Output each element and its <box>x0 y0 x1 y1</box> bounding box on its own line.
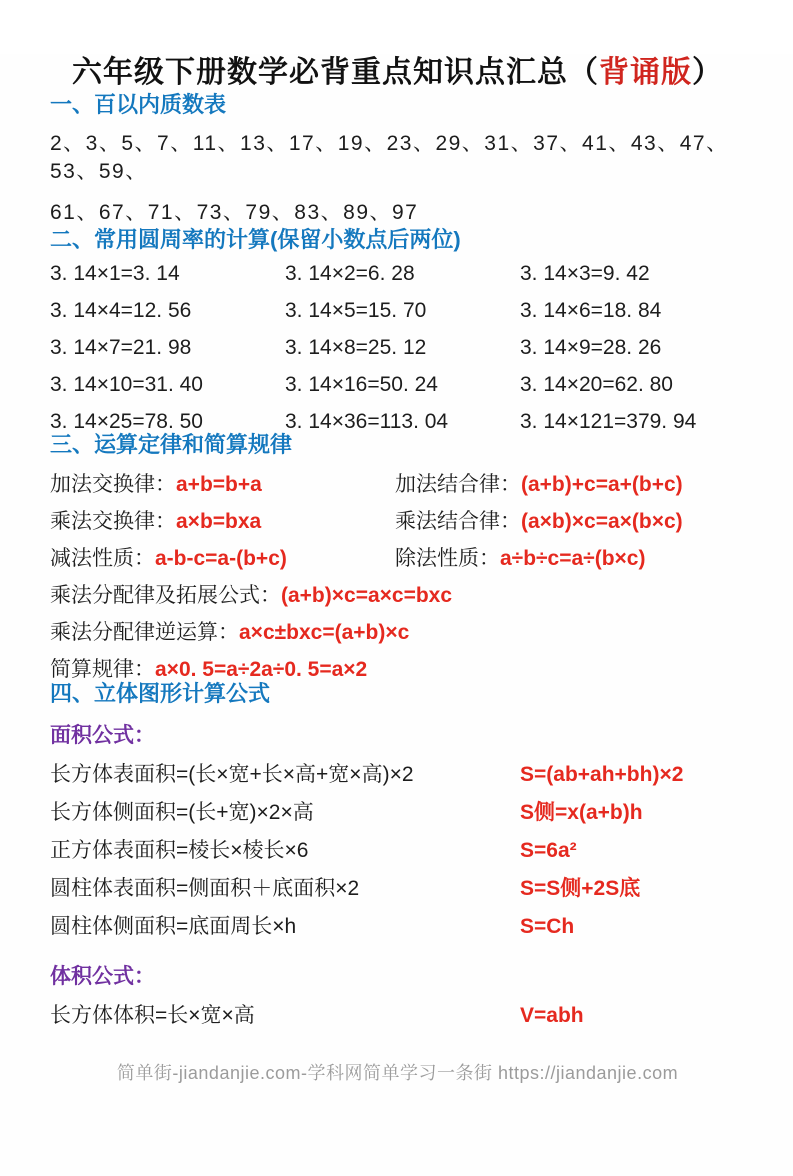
area-formula-symbolic: S=6a² <box>520 839 577 863</box>
area-formula-text: 长方体侧面积=(长+宽)×2×高 <box>50 801 314 825</box>
pi-cell: 3. 14×16=50. 24 <box>285 373 438 397</box>
page-title <box>50 54 745 92</box>
law-row <box>50 585 745 607</box>
area-formula-symbolic: S侧=x(a+b)h <box>520 801 643 825</box>
law-label: 减法性质： <box>50 546 155 570</box>
law-formula: a÷b÷c=a÷(b×c) <box>500 546 646 570</box>
area-formula-text: 圆柱体表面积=侧面积＋底面积×2 <box>50 877 360 901</box>
page-title-prefix: 六年级下册数学必背重点知识点汇总（ <box>72 56 599 89</box>
law-item <box>50 474 395 496</box>
law-formula: (a×b)×c=a×(b×c) <box>521 509 683 533</box>
pi-cell: 3. 14×25=78. 50 <box>50 410 203 434</box>
law-item <box>395 511 745 533</box>
area-formula-symbolic: S=S侧+2S底 <box>520 877 641 901</box>
law-formula: a×0. 5=a÷2a÷0. 5=a×2 <box>155 657 368 681</box>
subheading-volume-formulas: 体积公式： <box>50 965 155 989</box>
section-heading-pi: 二、常用圆周率的计算(保留小数点后两位) <box>50 226 461 252</box>
primes-line-2: 61、67、71、73、79、83、89、97 <box>50 200 419 224</box>
law-label: 乘法分配律逆运算： <box>50 620 239 644</box>
pi-cell: 3. 14×2=6. 28 <box>285 262 415 286</box>
area-formula-text: 圆柱体侧面积=底面周长×h <box>50 915 297 939</box>
law-label: 加法交换律： <box>50 472 176 496</box>
law-row <box>50 511 745 533</box>
law-item <box>395 474 745 496</box>
primes-line-1: 2、3、5、7、11、13、17、19、23、29、31、37、41、43、47、53、59、 <box>50 131 729 184</box>
section-heading-primes: 一、百以内质数表 <box>50 91 227 117</box>
law-formula: a-b-c=a-(b+c) <box>155 546 287 570</box>
area-formula-row <box>50 763 745 786</box>
area-formula-symbolic: S=Ch <box>520 915 575 939</box>
page-title-highlight: 背诵版 <box>599 56 692 89</box>
section-heading-laws: 三、运算定律和简算规律 <box>50 432 293 458</box>
document-page <box>0 54 793 1176</box>
volume-formula-text: 长方体体积=长×宽×高 <box>50 1004 255 1028</box>
pi-cell: 3. 14×121=379. 94 <box>520 410 697 434</box>
area-formula-text: 长方体表面积=(长×宽+长×高+宽×高)×2 <box>50 763 414 787</box>
pi-cell: 3. 14×8=25. 12 <box>285 336 427 360</box>
area-formula-row <box>50 801 745 824</box>
volume-formula-row <box>50 1004 745 1027</box>
footer-watermark: 简单街-jiandanjie.com-学科网简单学习一条街 https://jiandanjie.com <box>116 1063 679 1084</box>
pi-cell: 3. 14×36=113. 04 <box>285 410 449 434</box>
law-row <box>50 659 745 681</box>
area-formula-row <box>50 877 745 900</box>
law-label: 乘法结合律： <box>395 509 521 533</box>
pi-cell: 3. 14×9=28. 26 <box>520 336 662 360</box>
pi-cell: 3. 14×4=12. 56 <box>50 299 192 323</box>
law-label: 乘法交换律： <box>50 509 176 533</box>
volume-formula-symbolic: V=abh <box>520 1004 584 1028</box>
page-title-suffix: ） <box>692 56 723 89</box>
law-row <box>50 474 745 496</box>
pi-cell: 3. 14×1=3. 14 <box>50 262 180 286</box>
law-formula: (a+b)+c=a+(b+c) <box>521 472 683 496</box>
area-formula-row <box>50 839 745 862</box>
law-row <box>50 548 745 570</box>
law-row <box>50 622 745 644</box>
pi-cell: 3. 14×6=18. 84 <box>520 299 662 323</box>
law-label: 简算规律： <box>50 657 155 681</box>
law-label: 除法性质： <box>395 546 500 570</box>
subheading-area-formulas: 面积公式： <box>50 724 155 748</box>
law-item <box>50 511 395 533</box>
law-label: 加法结合律： <box>395 472 521 496</box>
laws-block <box>50 474 745 681</box>
pi-cell: 3. 14×20=62. 80 <box>520 373 673 397</box>
pi-table <box>50 263 745 432</box>
law-item <box>395 548 745 570</box>
area-formula-row <box>50 915 745 938</box>
pi-cell: 3. 14×5=15. 70 <box>285 299 427 323</box>
law-label: 乘法分配律及拓展公式： <box>50 583 281 607</box>
law-formula: a×b=bxa <box>176 509 262 533</box>
law-item <box>50 548 395 570</box>
law-formula: (a+b)×c=a×c=bxc <box>281 583 453 607</box>
pi-cell: 3. 14×10=31. 40 <box>50 373 203 397</box>
pi-cell: 3. 14×7=21. 98 <box>50 336 192 360</box>
area-formula-symbolic: S=(ab+ah+bh)×2 <box>520 763 684 787</box>
section-heading-solid-figures: 四、立体图形计算公式 <box>50 680 271 706</box>
area-formula-text: 正方体表面积=棱长×棱长×6 <box>50 839 309 863</box>
law-formula: a+b=b+a <box>176 472 262 496</box>
law-formula: a×c±bxc=(a+b)×c <box>239 620 410 644</box>
pi-cell: 3. 14×3=9. 42 <box>520 262 650 286</box>
